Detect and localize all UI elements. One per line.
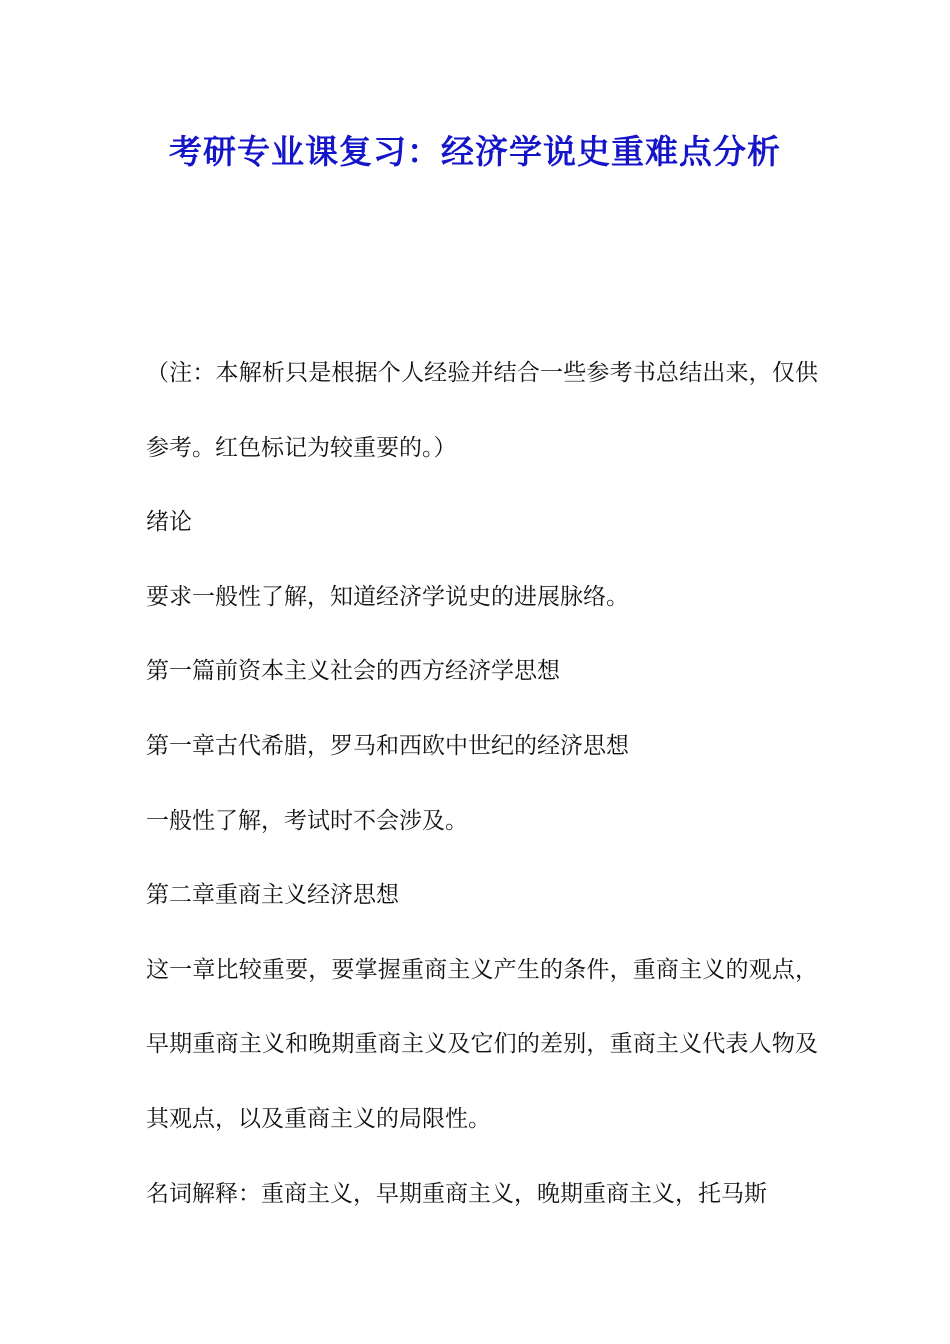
body-paragraph: 要求一般性了解，知道经济学说史的进展脉络。	[146, 583, 629, 610]
part-heading: 第一篇前资本主义社会的西方经济学思想	[146, 658, 560, 685]
body-paragraph: 这一章比较重要，要掌握重商主义产生的条件，重商主义的观点，早期重商主义和晚期重商主义及它们的差别，重商主义代表人物及其观点，以及重商主义的局限性。	[146, 956, 818, 1132]
terms-paragraph: 名词解释：重商主义，早期重商主义，晚期重商主义，托马斯	[146, 1180, 767, 1207]
note-paragraph: （注：本解析只是根据个人经验并结合一些参考书总结出来，仅供参考。红色标记为较重要的。）	[146, 360, 818, 461]
chapter-heading-1: 第一章古代希腊，罗马和西欧中世纪的经济思想	[146, 732, 629, 759]
document-body	[146, 336, 818, 1231]
section-heading-introduction: 绪论	[146, 509, 192, 536]
document-title: 考研专业课复习：经济学说史重难点分析	[169, 132, 781, 171]
chapter-heading-2: 第二章重商主义经济思想	[146, 882, 399, 909]
body-paragraph: 一般性了解，考试时不会涉及。	[146, 807, 468, 834]
